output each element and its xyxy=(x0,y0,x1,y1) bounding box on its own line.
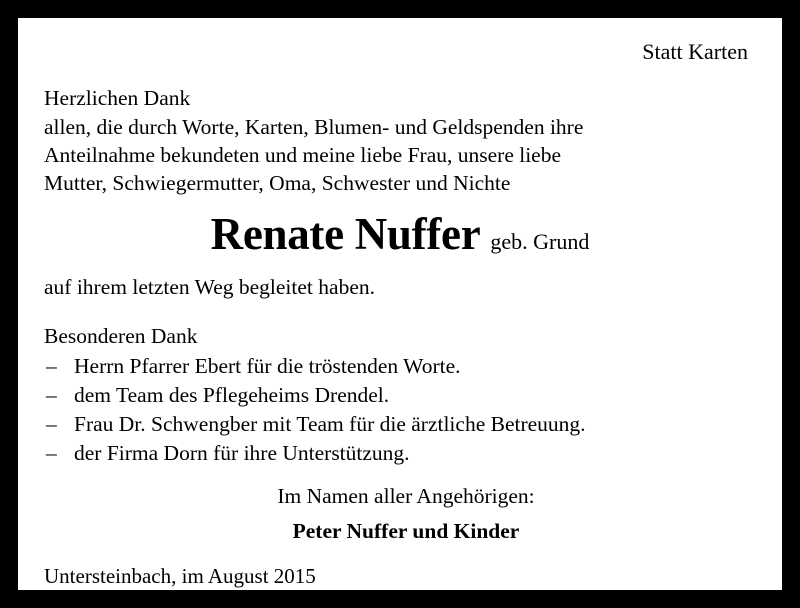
list-item-text: Herrn Pfarrer Ebert für die tröstenden Worte. xyxy=(74,353,461,378)
thanks-line: Anteilnahme bekundeten und meine liebe Frau, unsere liebe xyxy=(44,142,562,167)
list-item-text: dem Team des Pflegeheims Drendel. xyxy=(74,382,390,407)
dash-bullet: – xyxy=(46,441,57,466)
header-statt-karten: Statt Karten xyxy=(642,39,748,64)
list-item xyxy=(44,381,756,410)
special-thanks-title: Besonderen Dank xyxy=(44,323,198,348)
thanks-line: Mutter, Schwiegermutter, Oma, Schwester und Nichte xyxy=(44,171,511,196)
special-thanks-list xyxy=(44,352,756,469)
list-item xyxy=(44,439,756,468)
thanks-line: Herzlichen Dank xyxy=(44,86,191,111)
thanks-block xyxy=(44,84,756,198)
list-item-text: Frau Dr. Schwengber mit Team für die ärztliche Betreuung. xyxy=(74,412,586,437)
dash-bullet: – xyxy=(46,353,57,378)
deceased-name: Renate Nuffer xyxy=(210,208,481,259)
obituary-card xyxy=(18,18,782,590)
list-item-text: der Firma Dorn für ihre Unterstützung. xyxy=(74,441,410,466)
deceased-maiden-name: geb. Grund xyxy=(490,228,590,254)
dash-bullet: – xyxy=(46,382,57,407)
list-item xyxy=(44,352,756,381)
dash-bullet: – xyxy=(46,412,57,437)
list-item xyxy=(44,410,756,439)
deceased-name-row xyxy=(44,208,756,260)
in-name-of-line: Im Namen aller Angehörigen: xyxy=(277,483,535,508)
place-date-line: Untersteinbach, im August 2015 xyxy=(44,563,316,588)
closing-block xyxy=(44,483,756,544)
after-name-line: auf ihrem letzten Weg begleitet haben. xyxy=(44,274,375,299)
signature-line: Peter Nuffer und Kinder xyxy=(292,518,520,543)
thanks-line: allen, die durch Worte, Karten, Blumen- und Geldspenden ihre xyxy=(44,114,584,139)
